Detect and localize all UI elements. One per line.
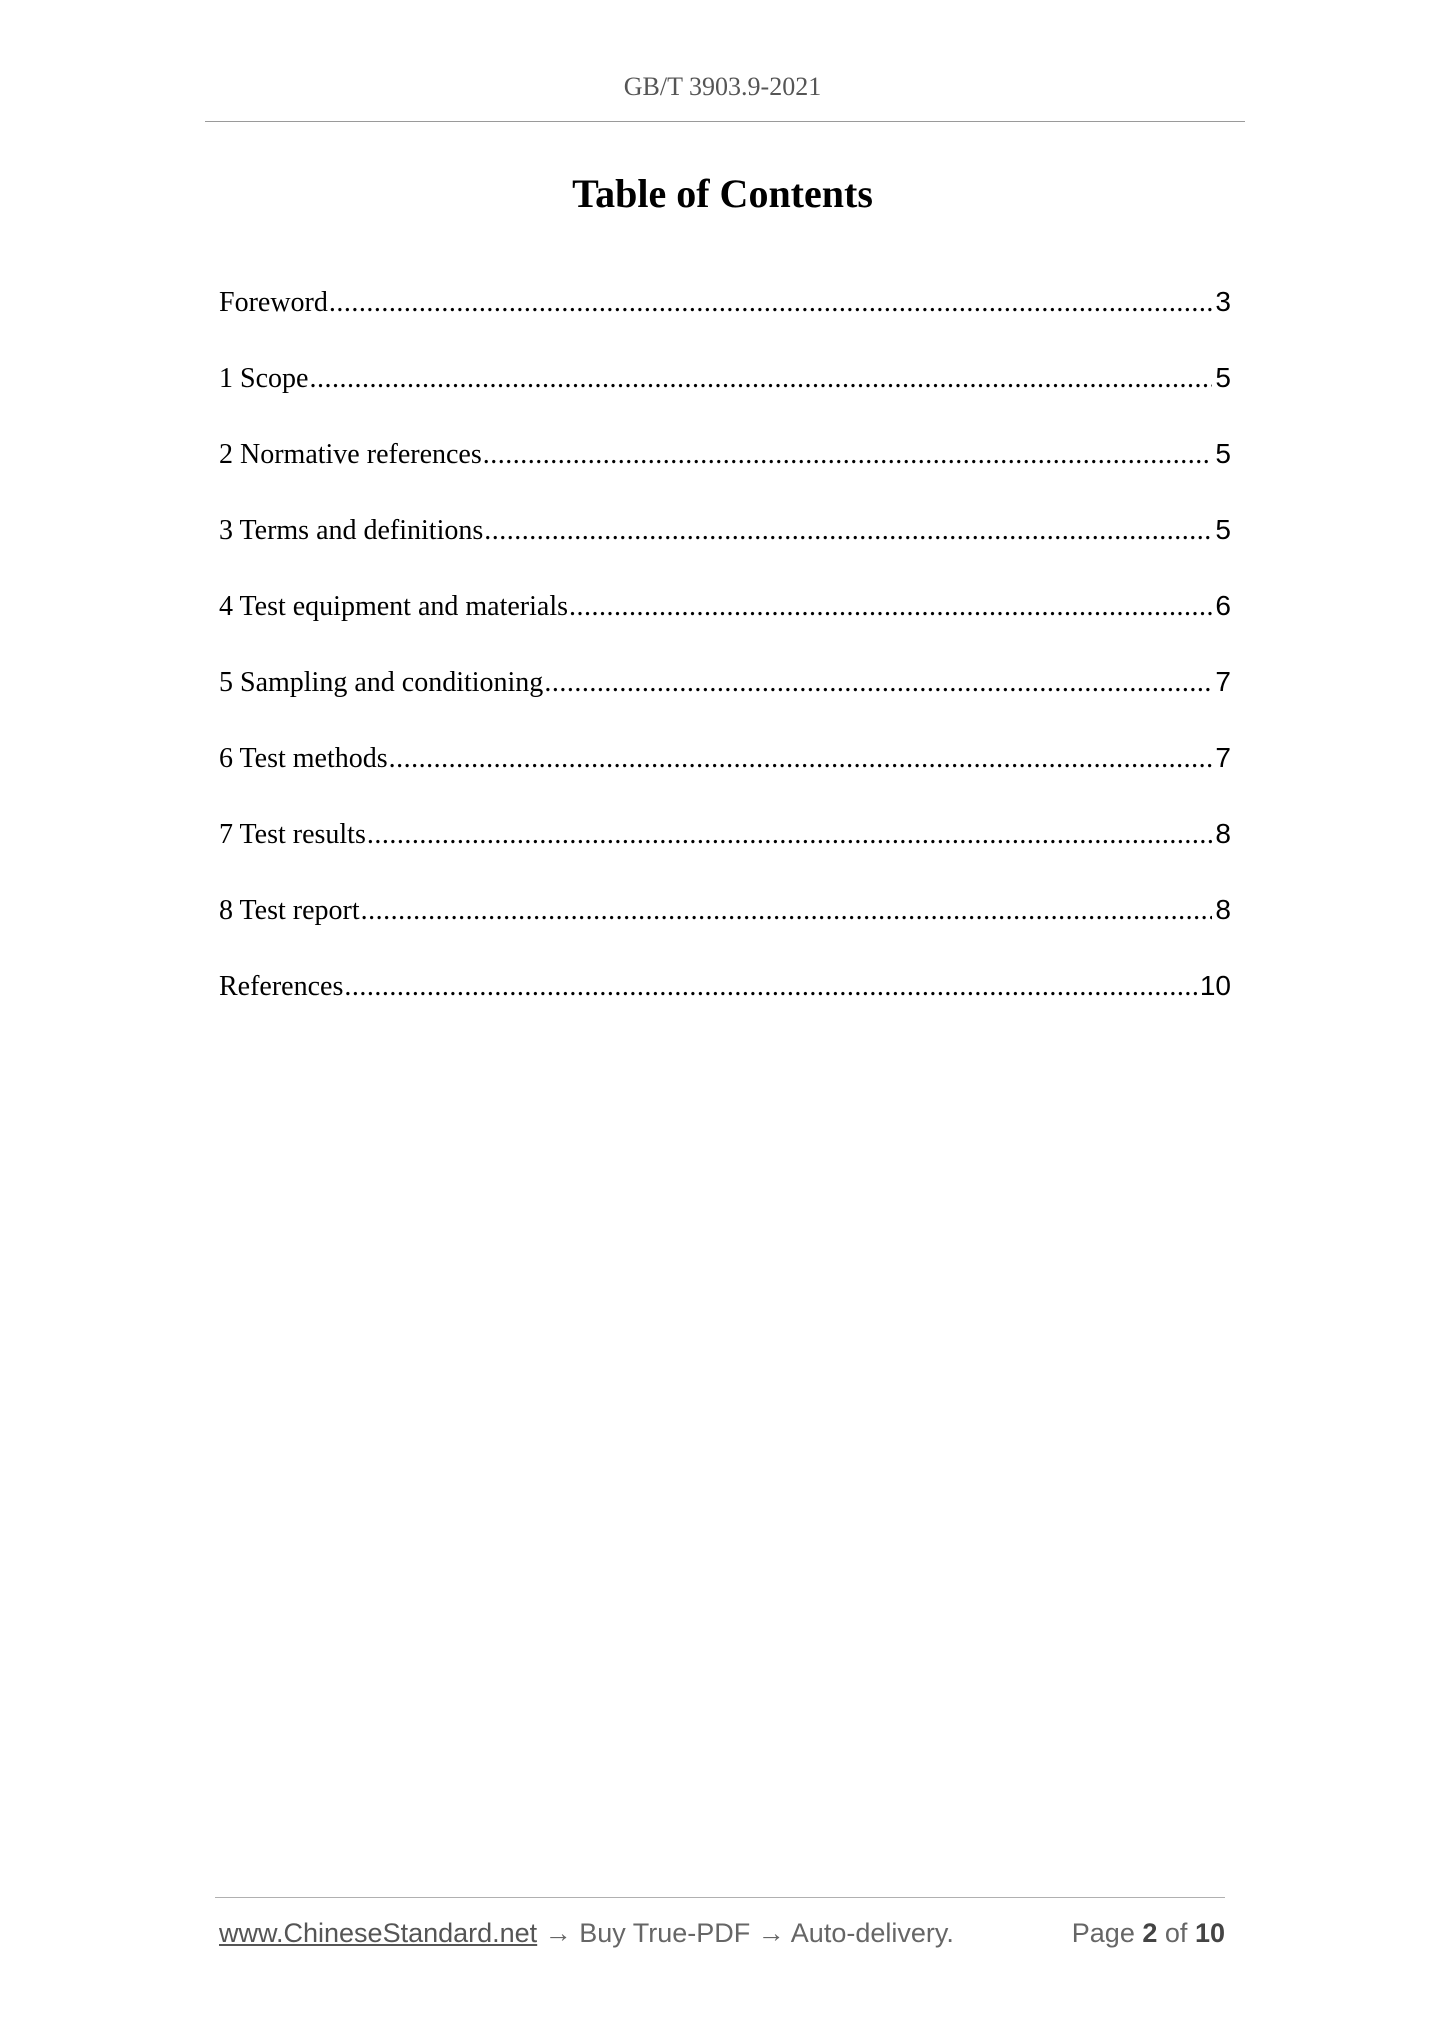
toc-entry-page: 7 xyxy=(1215,742,1231,773)
toc-entry-label: 2 Normative references xyxy=(219,439,482,470)
toc-entry-test-equipment[interactable] xyxy=(219,590,1231,666)
website-link[interactable]: www.ChineseStandard.net xyxy=(219,1918,538,1948)
footer-divider xyxy=(215,1897,1225,1898)
page-word: Page xyxy=(1071,1918,1135,1948)
toc-dot-leader xyxy=(361,895,1213,927)
toc-entry-page: 10 xyxy=(1199,970,1231,1001)
toc-dot-leader xyxy=(544,667,1212,699)
toc-dot-leader xyxy=(389,743,1213,775)
arrow-right-icon: → xyxy=(757,1918,785,1948)
toc-entry-foreword[interactable] xyxy=(219,286,1231,362)
toc-list xyxy=(219,286,1231,1046)
of-word: of xyxy=(1164,1918,1188,1948)
toc-dot-leader xyxy=(309,363,1212,395)
current-page-number: 2 xyxy=(1142,1918,1158,1948)
total-page-number: 10 xyxy=(1194,1918,1225,1948)
toc-dot-leader xyxy=(569,591,1212,623)
toc-entry-references[interactable] xyxy=(219,970,1231,1046)
header-divider xyxy=(205,121,1245,122)
buy-true-pdf-text: Buy True-PDF xyxy=(579,1918,751,1948)
toc-entry-page: 7 xyxy=(1215,666,1231,697)
toc-dot-leader xyxy=(367,819,1213,851)
toc-entry-label: 1 Scope xyxy=(219,363,309,394)
toc-entry-page: 8 xyxy=(1215,894,1231,925)
toc-entry-label: 5 Sampling and conditioning xyxy=(219,667,544,698)
toc-entry-label: 3 Terms and definitions xyxy=(219,515,484,546)
toc-entry-label: 6 Test methods xyxy=(219,743,388,774)
toc-entry-label: 8 Test report xyxy=(219,895,360,926)
toc-entry-label: 7 Test results xyxy=(219,819,366,850)
toc-entry-page: 5 xyxy=(1215,514,1231,545)
auto-delivery-text: Auto-delivery. xyxy=(790,1918,954,1948)
toc-entry-page: 5 xyxy=(1215,362,1231,393)
toc-entry-sampling[interactable] xyxy=(219,666,1231,742)
toc-dot-leader xyxy=(483,439,1213,471)
toc-entry-normative-references[interactable] xyxy=(219,438,1231,514)
toc-entry-terms-definitions[interactable] xyxy=(219,514,1231,590)
toc-dot-leader xyxy=(329,287,1213,319)
toc-entry-test-results[interactable] xyxy=(219,818,1231,894)
toc-dot-leader xyxy=(344,971,1196,1003)
toc-title: Table of Contents xyxy=(572,171,873,216)
toc-entry-label: Foreword xyxy=(219,287,328,318)
toc-entry-test-methods[interactable] xyxy=(219,742,1231,818)
page-number-indicator xyxy=(1072,1918,1225,1949)
toc-entry-label: 4 Test equipment and materials xyxy=(219,591,568,622)
document-code-header: GB/T 3903.9-2021 xyxy=(623,72,822,101)
toc-entry-page: 5 xyxy=(1215,438,1231,469)
toc-entry-page: 8 xyxy=(1215,818,1231,849)
arrow-right-icon: → xyxy=(544,1918,572,1948)
toc-entry-page: 6 xyxy=(1215,590,1231,621)
toc-entry-page: 3 xyxy=(1215,286,1231,317)
toc-entry-test-report[interactable] xyxy=(219,894,1231,970)
toc-dot-leader xyxy=(484,515,1212,547)
footer-promo xyxy=(219,1918,954,1949)
toc-entry-scope[interactable] xyxy=(219,362,1231,438)
toc-entry-label: References xyxy=(219,971,344,1002)
